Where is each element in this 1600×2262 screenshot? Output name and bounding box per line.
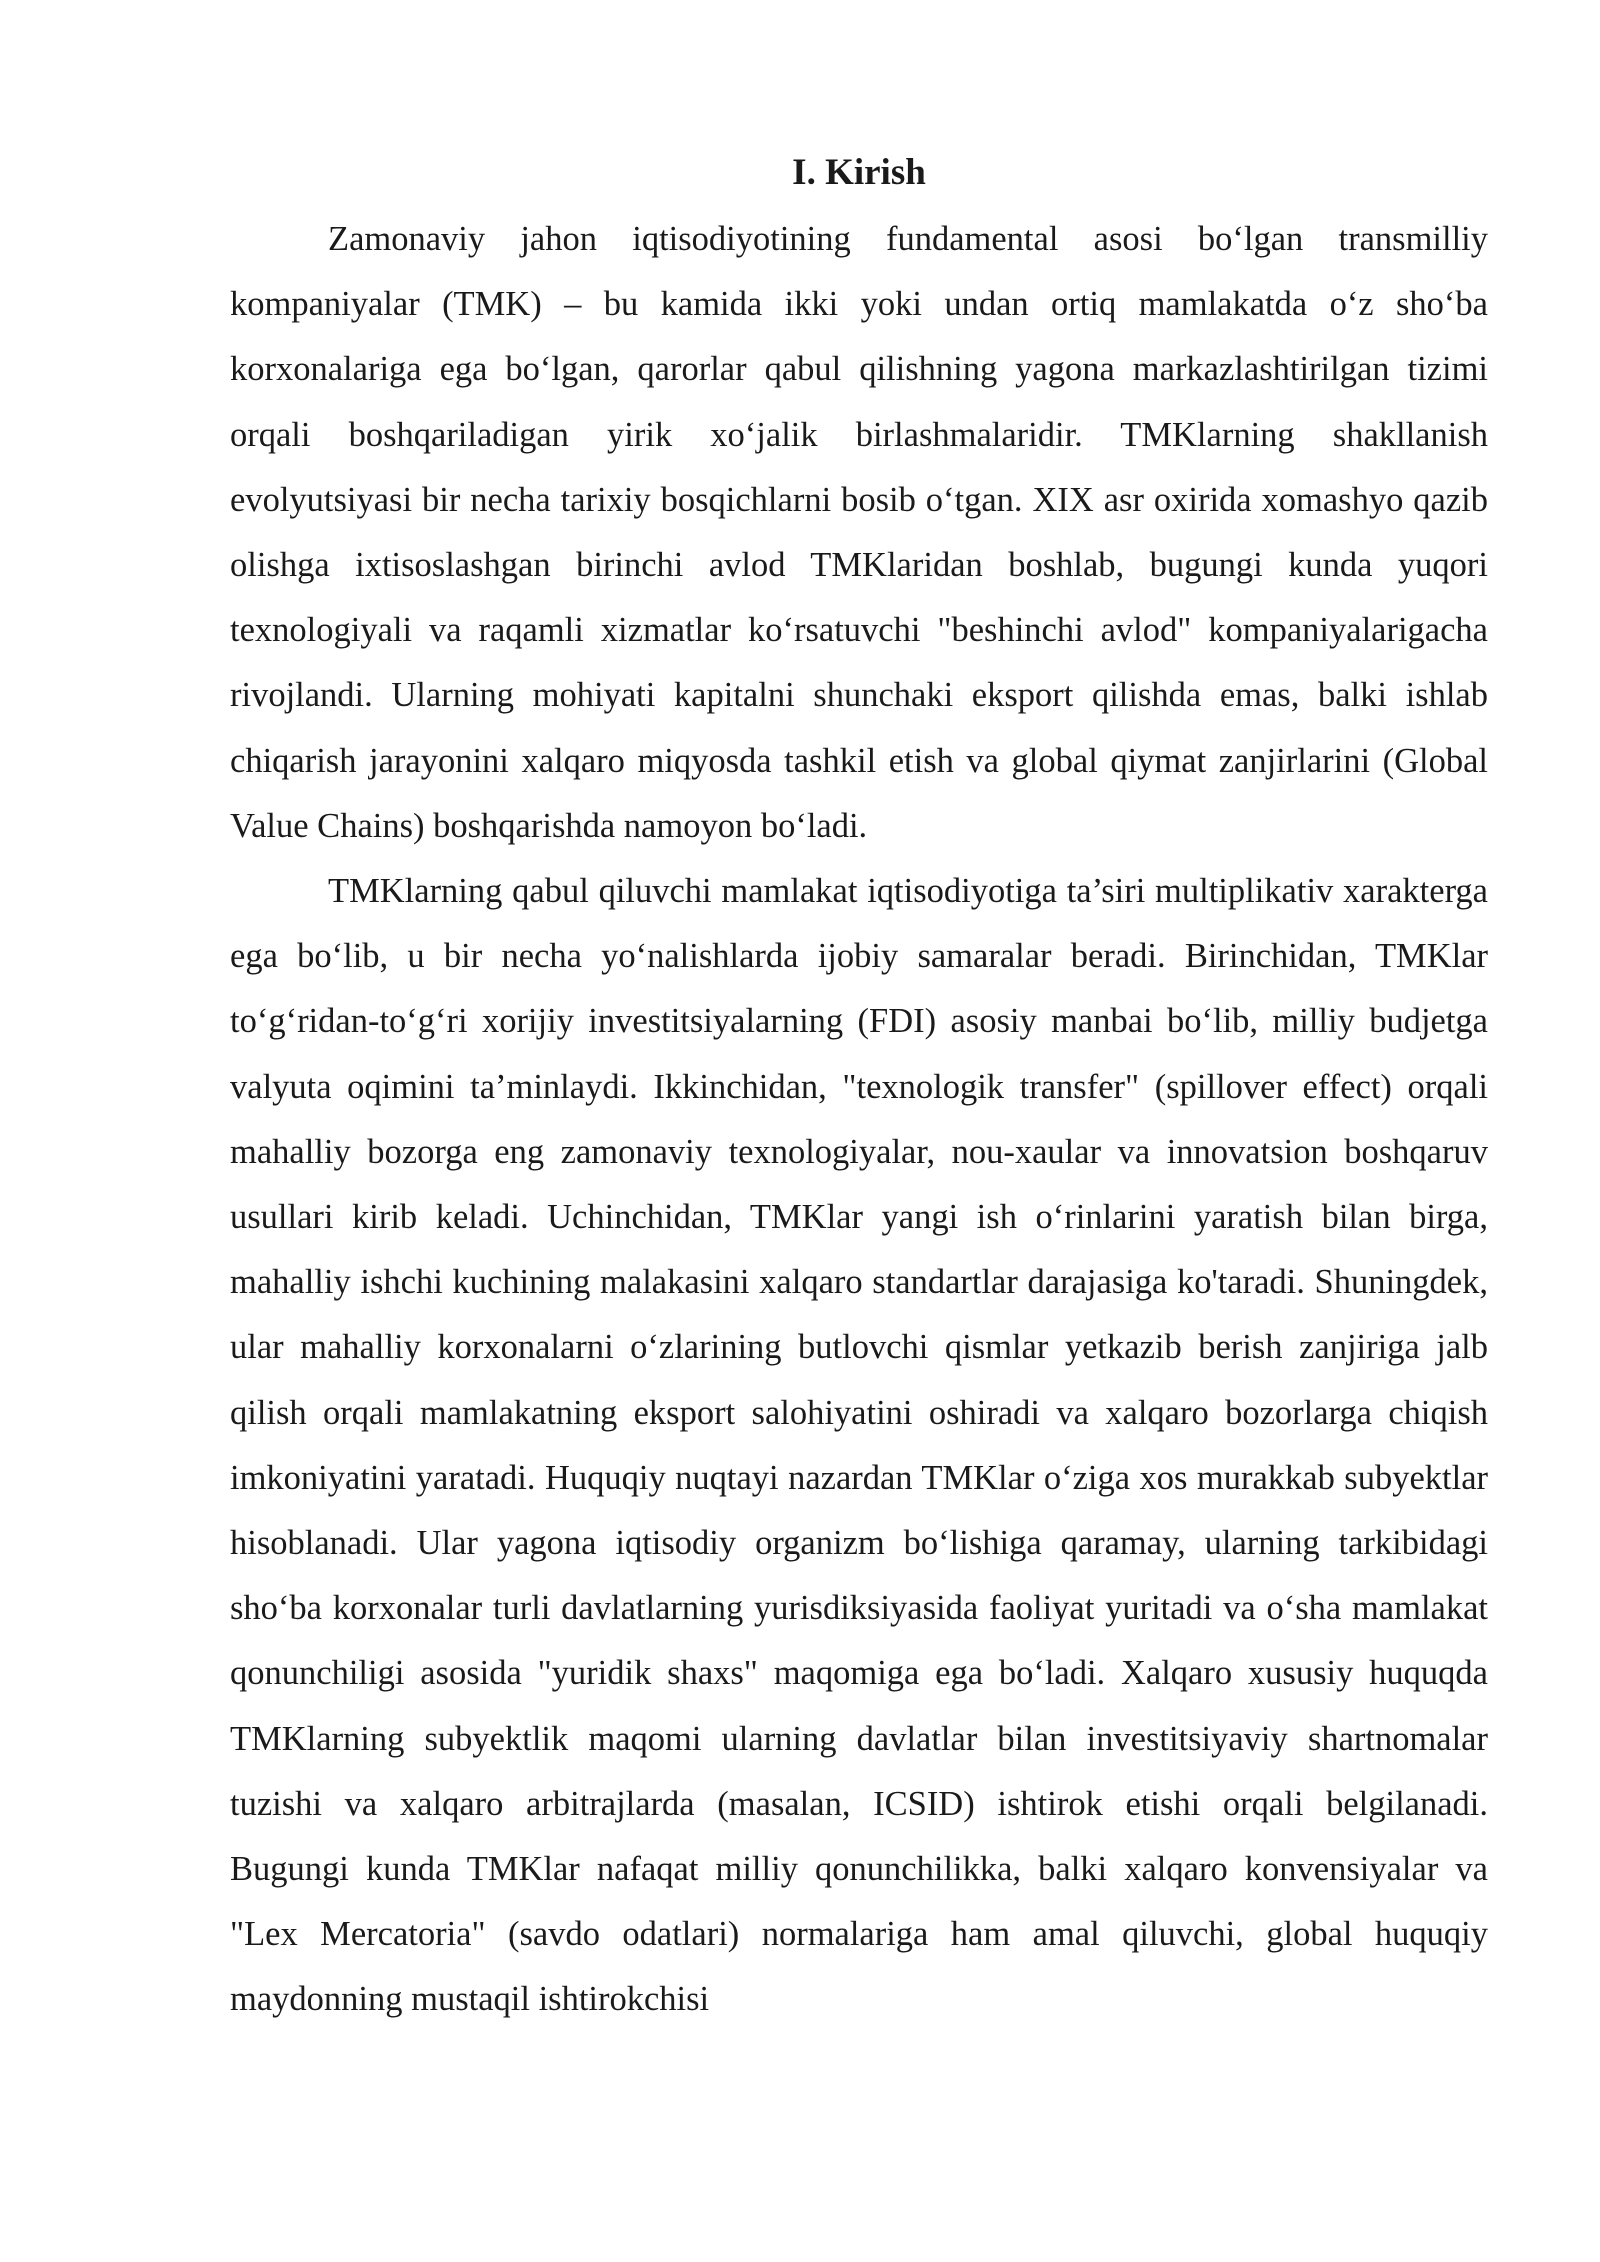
page-content <box>230 145 1488 2033</box>
section-heading: I. Kirish <box>792 152 926 193</box>
paragraph-2: TMKlarning qabul qiluvchi mamlakat iqtisodiyotiga ta’siri multiplikativ xarakterga ega bo‘lib, u bir necha yo‘nalishlarda ijobiy samaralar beradi. Birinchidan, TMKlar to‘g‘ridan-to‘g‘ri xorijiy investitsiyalarning (FDI) asosiy manbai bo‘lib, milliy budjetga valyuta oqimini ta’minlaydi. Ikkinchidan, "texnologik transfer" (spillover effect) orqali mahalliy bozorga eng zamonaviy texnologiyalar, nou-xaular va innovatsion boshqaruv usullari kirib keladi. Uchinchidan, TMKlar yangi ish o‘rinlarini yaratish bilan birga, mahalliy ishchi kuchining malakasini xalqaro standartlar darajasiga ko'taradi. Shuningdek, ular mahalliy korxonalarni o‘zlarining butlovchi qismlar yetkazib berish zanjiriga jalb qilish orqali mamlakatning eksport salohiyatini oshiradi va xalqaro bozorlarga chiqish imkoniyatini yaratadi. Huquqiy nuqtayi nazardan TMKlar o‘ziga xos murakkab subyektlar hisoblanadi. Ular yagona iqtisodiy organizm bo‘lishiga qaramay, ularning tarkibidagi sho‘ba korxonalar turli davlatlarning yurisdiksiyasida faoliyat yuritadi va o‘sha mamlakat qonunchiligi asosida "yuridik shaxs" maqomiga ega bo‘ladi. Xalqaro xususiy huquqda TMKlarning subyektlik maqomi ularning davlatlar bilan investitsiyaviy shartnomalar tuzishi va xalqaro arbitrajlarda (masalan, ICSID) ishtirok etishi orqali belgilanadi. Bugungi kunda TMKlar nafaqat milliy qonunchilikka, balki xalqaro konvensiyalar va "Lex Mercatoria" (savdo odatlari) normalariga ham amal qiluvchi, global huquqiy maydonning mustaqil ishtirokchisi <box>230 872 1488 2019</box>
paragraph-1: Zamonaviy jahon iqtisodiyotining fundamental asosi bo‘lgan transmilliy kompaniyalar (TMK) – bu kamida ikki yoki undan ortiq mamlakatda o‘z sho‘ba korxonalariga ega bo‘lgan, qarorlar qabul qilishning yagona markazlashtirilgan tizimi orqali boshqariladigan yirik xo‘jalik birlashmalaridir. TMKlarning shakllanish evolyutsiyasi bir necha tarixiy bosqichlarni bosib o‘tgan. XIX asr oxirida xomashyo qazib olishga ixtisoslashgan birinchi avlod TMKlaridan boshlab, bugungi kunda yuqori texnologiyali va raqamli xizmatlar ko‘rsatuvchi "beshinchi avlod" kompaniyalarigacha rivojlandi. Ularning mohiyati kapitalni shunchaki eksport qilishda emas, balki ishlab chiqarish jarayonini xalqaro miqyosda tashkil etish va global qiymat zanjirlarini (Global Value Chains) boshqarishda namoyon bo‘ladi. <box>230 220 1488 845</box>
